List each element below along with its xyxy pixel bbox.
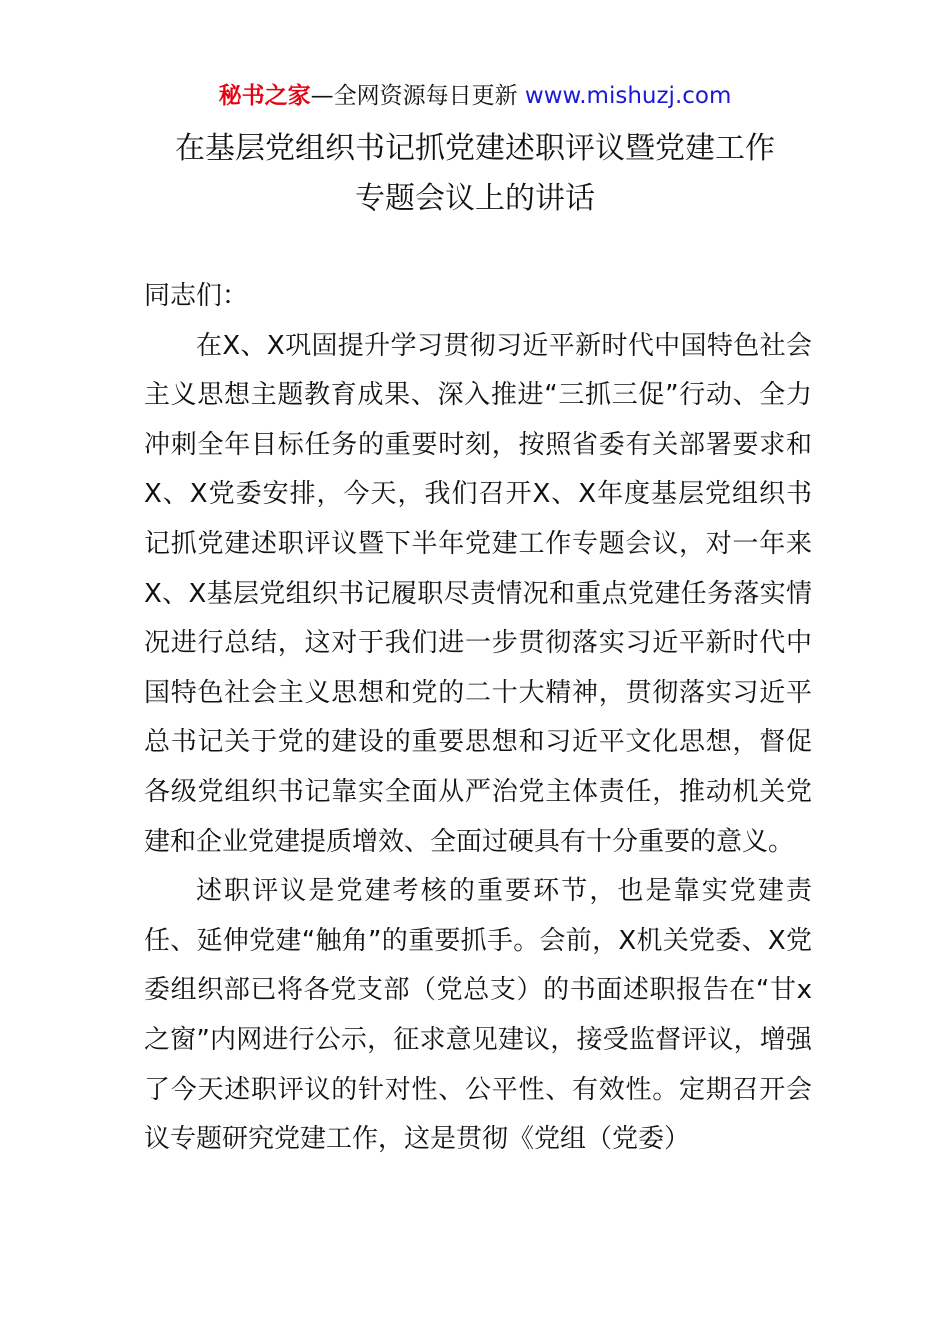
document-body xyxy=(144,272,812,1165)
site-header xyxy=(0,80,950,112)
paragraph-1: 在X、X巩固提升学习贯彻习近平新时代中国特色社会主义思想主题教育成果、深入推进“三抓三促”行动、全力冲刺全年目标任务的重要时刻，按照省委有关部署要求和X、X党委安排，今天，我们召开X、X年度基层党组织书记抓党建述职评议暨下半年党建工作专题会议，对一年来X、X基层党组织书记履职尽责情况和重点党建任务落实情况进行总结，这对于我们进一步贯彻落实习近平新时代中国特色社会主义思想和党的二十大精神，贯彻落实习近平总书记关于党的建设的重要思想和习近平文化思想，督促各级党组织书记靠实全面从严治党主体责任，推动机关党建和企业党建提质增效、全面过硬具有十分重要的意义。 xyxy=(144,330,812,857)
document-title xyxy=(0,124,950,224)
site-url-link[interactable]: www.mishuzj.com xyxy=(524,83,732,109)
site-tagline: —全网资源每日更新 xyxy=(310,83,525,109)
salutation: 同志们： xyxy=(144,281,249,311)
title-line-2: 专题会议上的讲话 xyxy=(355,181,595,216)
paragraph-2: 述职评议是党建考核的重要环节，也是靠实党建责任、延伸党建“触角”的重要抓手。会前，X机关党委、X党委组织部已将各党支部（党总支）的书面述职报告在“甘x之窗”内网进行公示，征求意见建议，接受监督评议，增强了今天述职评议的针对性、公平性、有效性。定期召开会议专题研究党建工作，这是贯彻《党组（党委） xyxy=(144,876,812,1155)
title-line-1: 在基层党组织书记抓党建述职评议暨党建工作 xyxy=(175,131,775,166)
brand-name: 秘书之家 xyxy=(218,83,311,109)
